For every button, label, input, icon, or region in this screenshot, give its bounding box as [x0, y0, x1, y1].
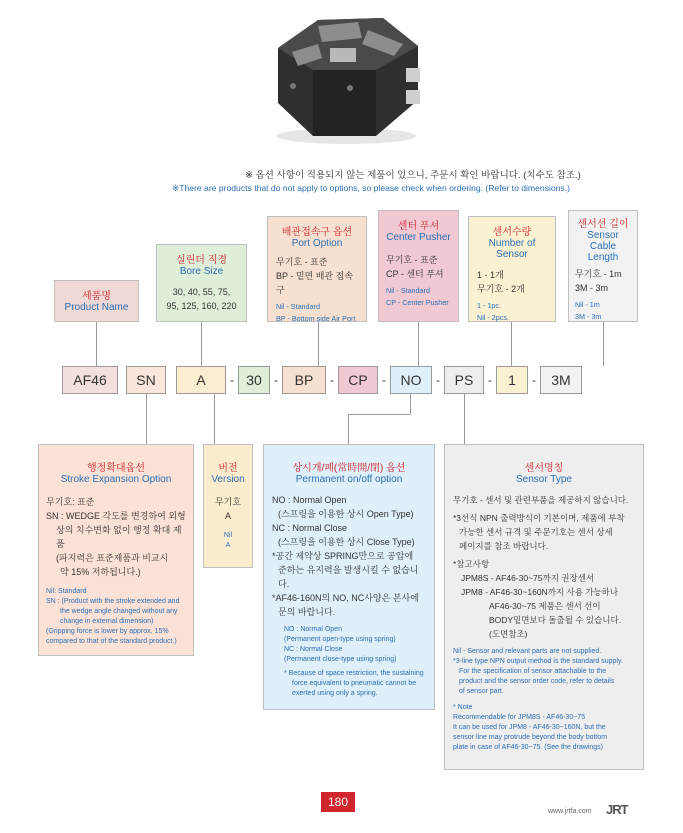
connector-line	[214, 394, 215, 444]
sensor-cable-e2: 3M - 3m	[575, 312, 602, 321]
code-permanent: NO	[390, 366, 432, 394]
bore-size-kr: 실린더 직경	[175, 255, 228, 266]
sensor-l4: 페이지를 참조 바랍니다.	[459, 541, 549, 551]
port-option-l1: 무기호 - 표준	[276, 257, 328, 267]
sensor-e7: Recommendable for JPM8S - AF46-30~75	[453, 714, 586, 721]
sensor-e3: For the specification of sensor attachable to the	[459, 668, 607, 675]
bore-size-line1: 30, 40, 55, 75,	[172, 287, 231, 297]
code-stroke: SN	[126, 366, 166, 394]
code-dash: -	[274, 373, 278, 387]
stroke-e4: change in external dimension)	[60, 618, 154, 625]
stroke-e2: SN : (Product with the stroke extended and	[46, 598, 180, 605]
permanent-option-kr: 상시개/폐(常時開/閉) 옵션	[292, 463, 406, 474]
sensor-e2: *3-line type NPN output method is the standard supply.	[453, 658, 623, 665]
stroke-l1: 무기호: 표준	[46, 497, 95, 507]
port-option-kr: 배관접속구 옵션	[281, 227, 353, 238]
stroke-l3: 상의 치수변화 없이 행정 확대 제품	[56, 525, 182, 549]
sensor-cable-en1: Sensor Cable	[587, 230, 619, 252]
connector-line	[318, 322, 319, 366]
perm-l6: 준하는 유지력을 발생시킬 수 없습니다.	[278, 565, 419, 589]
code-bore: 30	[238, 366, 270, 394]
sensor-l1: 무기호 - 센서 및 관련부품을 제공하지 않습니다.	[453, 495, 629, 505]
perm-e6: force equivalent to pneumatic cannot be	[292, 680, 417, 687]
port-option-e2: BP - Bottom side Air Port	[276, 314, 356, 323]
code-dash: -	[488, 373, 492, 387]
bore-size-line2: 95, 125, 160, 220	[166, 301, 237, 311]
stroke-l5: 약 15% 저하됩니다.)	[60, 567, 141, 577]
code-center: CP	[338, 366, 378, 394]
connector-line	[96, 322, 97, 366]
center-pusher-e1: Nil - Standard	[386, 286, 430, 295]
connector-line	[146, 394, 147, 444]
connector-line	[348, 414, 349, 444]
connector-line	[464, 394, 465, 444]
sensor-e4: product and the sensor order code, refer to details	[459, 678, 615, 685]
number-of-sensor-l1: 1 - 1개	[477, 270, 504, 280]
connector-line	[511, 322, 512, 366]
code-dash: -	[532, 373, 536, 387]
sensor-l5: *참고사항	[453, 559, 490, 569]
center-pusher-kr: 센터 푸셔	[397, 221, 440, 232]
bore-size-box	[156, 244, 247, 322]
version-en: Version	[211, 474, 245, 485]
perm-e1: NO : Normal Open	[284, 626, 342, 633]
stroke-e3: the wedge angle changed without any	[60, 608, 178, 615]
port-option-box	[267, 216, 367, 322]
perm-l4: (스프링을 이용한 상시 Close Type)	[278, 537, 415, 547]
perm-e5: * Because of space restriction, the sustaining	[284, 670, 424, 677]
stroke-e5: (Gripping force is lower by approx. 15%	[46, 628, 169, 635]
sensor-cable-l2: 3M - 3m	[575, 283, 609, 293]
stroke-l2: SN : WEDGE 각도를 변경하여 외형	[46, 511, 186, 521]
number-of-sensor-box	[468, 216, 556, 322]
connector-line	[410, 394, 411, 414]
connector-line	[603, 322, 604, 366]
sensor-l9: BODY밑면보다 돌출될 수 있습니다.	[489, 615, 622, 625]
code-number: 1	[496, 366, 528, 394]
code-sensor: PS	[444, 366, 484, 394]
stroke-e6: compared to that of the standard product.)	[46, 638, 177, 645]
perm-l8: 문의 바랍니다.	[278, 607, 336, 617]
center-pusher-box	[378, 210, 459, 322]
page-number: 180	[321, 792, 355, 812]
number-of-sensor-kr: 센서수량	[492, 227, 532, 238]
connector-line	[418, 322, 419, 366]
center-pusher-l1: 무기호 - 표준	[386, 255, 438, 265]
stroke-l4: (파지력은 표준제품과 비교시	[56, 553, 169, 563]
sensor-cable-box	[568, 210, 638, 322]
bore-size-en: Bore Size	[179, 266, 224, 277]
version-e1: Nil	[223, 532, 233, 539]
permanent-option-box	[263, 444, 435, 710]
code-version: A	[176, 366, 226, 394]
permanent-option-en: Permanent on/off option	[295, 474, 403, 485]
sensor-e10: plate in case of AF46-30~75. (See the drawings)	[453, 744, 604, 751]
stroke-expansion-en: Stroke Expansion Option	[60, 474, 172, 485]
perm-l5: *공간 제약상 SPRING만으로 공압에	[272, 551, 414, 561]
notice-english: ※There are products that do not apply to options, so please check when ordering. (Refer to dimensions.)	[172, 183, 570, 193]
website-url: www.jrtfa.com	[548, 808, 592, 815]
sensor-cable-e1: Nil - 1m	[575, 300, 600, 309]
number-of-sensor-en: Number of Sensor	[488, 238, 536, 260]
sensor-l8: AF46-30~75 제품은 센서 선이	[489, 601, 601, 611]
sensor-e9: sensor line may protrude beyond the body bottom	[453, 734, 608, 741]
product-name-box	[54, 280, 139, 322]
code-port: BP	[282, 366, 326, 394]
perm-e7: exerted using only a spring.	[292, 690, 378, 697]
sensor-l3: 가능한 센서 규격 및 주문기호는 센서 상세	[459, 527, 613, 537]
connector-line	[348, 414, 410, 415]
version-l2: A	[224, 511, 231, 521]
center-pusher-e2: CP - Center Pusher	[386, 298, 449, 307]
sensor-l6: JPM8S - AF46-30~75까지 권장센서	[461, 573, 595, 583]
sensor-e8: It can be used for JPM8 - AF46-30~160N, but the	[453, 724, 606, 731]
center-pusher-en: Center Pusher	[386, 232, 451, 243]
perm-l2: (스프링을 이용한 상시 Open Type)	[278, 509, 414, 519]
sensor-l2: *3선식 NPN 출력방식이 기본이며, 제품에 부착	[453, 513, 625, 523]
number-of-sensor-l2: 무기호 - 2개	[477, 284, 525, 294]
notice-korean: ※ 옵션 사항이 적용되지 않는 제품이 있으니, 주문시 확인 바랍니다. (치수도 참조.)	[245, 170, 581, 181]
stroke-expansion-kr: 행정확대옵션	[87, 463, 145, 474]
sensor-cable-en2: Length	[587, 252, 619, 263]
port-option-en: Port Option	[291, 238, 343, 249]
connector-line	[201, 322, 202, 366]
stroke-e1: Nil: Standard	[46, 588, 87, 595]
sensor-l10: (도면참조)	[489, 629, 528, 639]
sensor-type-kr: 센서명칭	[524, 463, 564, 474]
sensor-l7: JPM8 - AF46-30~160N까지 사용 가능하나	[461, 587, 619, 597]
sensor-type-en: Sensor Type	[516, 474, 572, 485]
sensor-e6: * Note	[453, 704, 473, 711]
port-option-e1: Nil - Standard	[276, 302, 320, 311]
perm-e2: (Permanent open-type using spring)	[284, 636, 396, 643]
number-of-sensor-e1: 1 - 1pc.	[477, 301, 501, 310]
stroke-expansion-box	[38, 444, 194, 656]
code-product: AF46	[62, 366, 118, 394]
perm-e4: (Permanent close-type using spring)	[284, 656, 397, 663]
perm-l7: *AF46-160N의 NO, NC사양은 본사에	[272, 593, 419, 603]
perm-l1: NO : Normal Open	[272, 495, 347, 505]
port-option-l2: BP - 밑면 배관 접속구	[276, 271, 354, 295]
perm-l3: NC : Normal Close	[272, 523, 348, 533]
sensor-cable-l1: 무기호 - 1m	[575, 269, 622, 279]
sensor-e1: Nil - Sensor and relevant parts are not supplied.	[453, 648, 602, 655]
code-dash: -	[330, 373, 334, 387]
product-photo	[258, 8, 433, 148]
center-pusher-l2: CP - 센터 푸셔	[386, 269, 444, 279]
sensor-type-box	[444, 444, 644, 770]
code-dash: -	[230, 373, 234, 387]
product-name-kr: 세품명	[82, 291, 111, 302]
version-box	[203, 444, 253, 568]
product-name-en: Product Name	[64, 302, 129, 313]
sensor-cable-kr: 센서선 길이	[577, 219, 629, 230]
brand-logo: JRT	[606, 802, 628, 817]
code-cable: 3M	[540, 366, 582, 394]
code-dash: -	[382, 373, 386, 387]
number-of-sensor-e2: Nil - 2pcs.	[477, 313, 509, 322]
perm-e3: NC : Normal Close	[284, 646, 343, 653]
sensor-e5: of sensor part.	[459, 688, 504, 695]
version-e2: A	[225, 542, 231, 549]
version-kr: 버전	[218, 463, 238, 474]
version-l1: 무기호	[214, 497, 242, 507]
code-dash: -	[436, 373, 440, 387]
